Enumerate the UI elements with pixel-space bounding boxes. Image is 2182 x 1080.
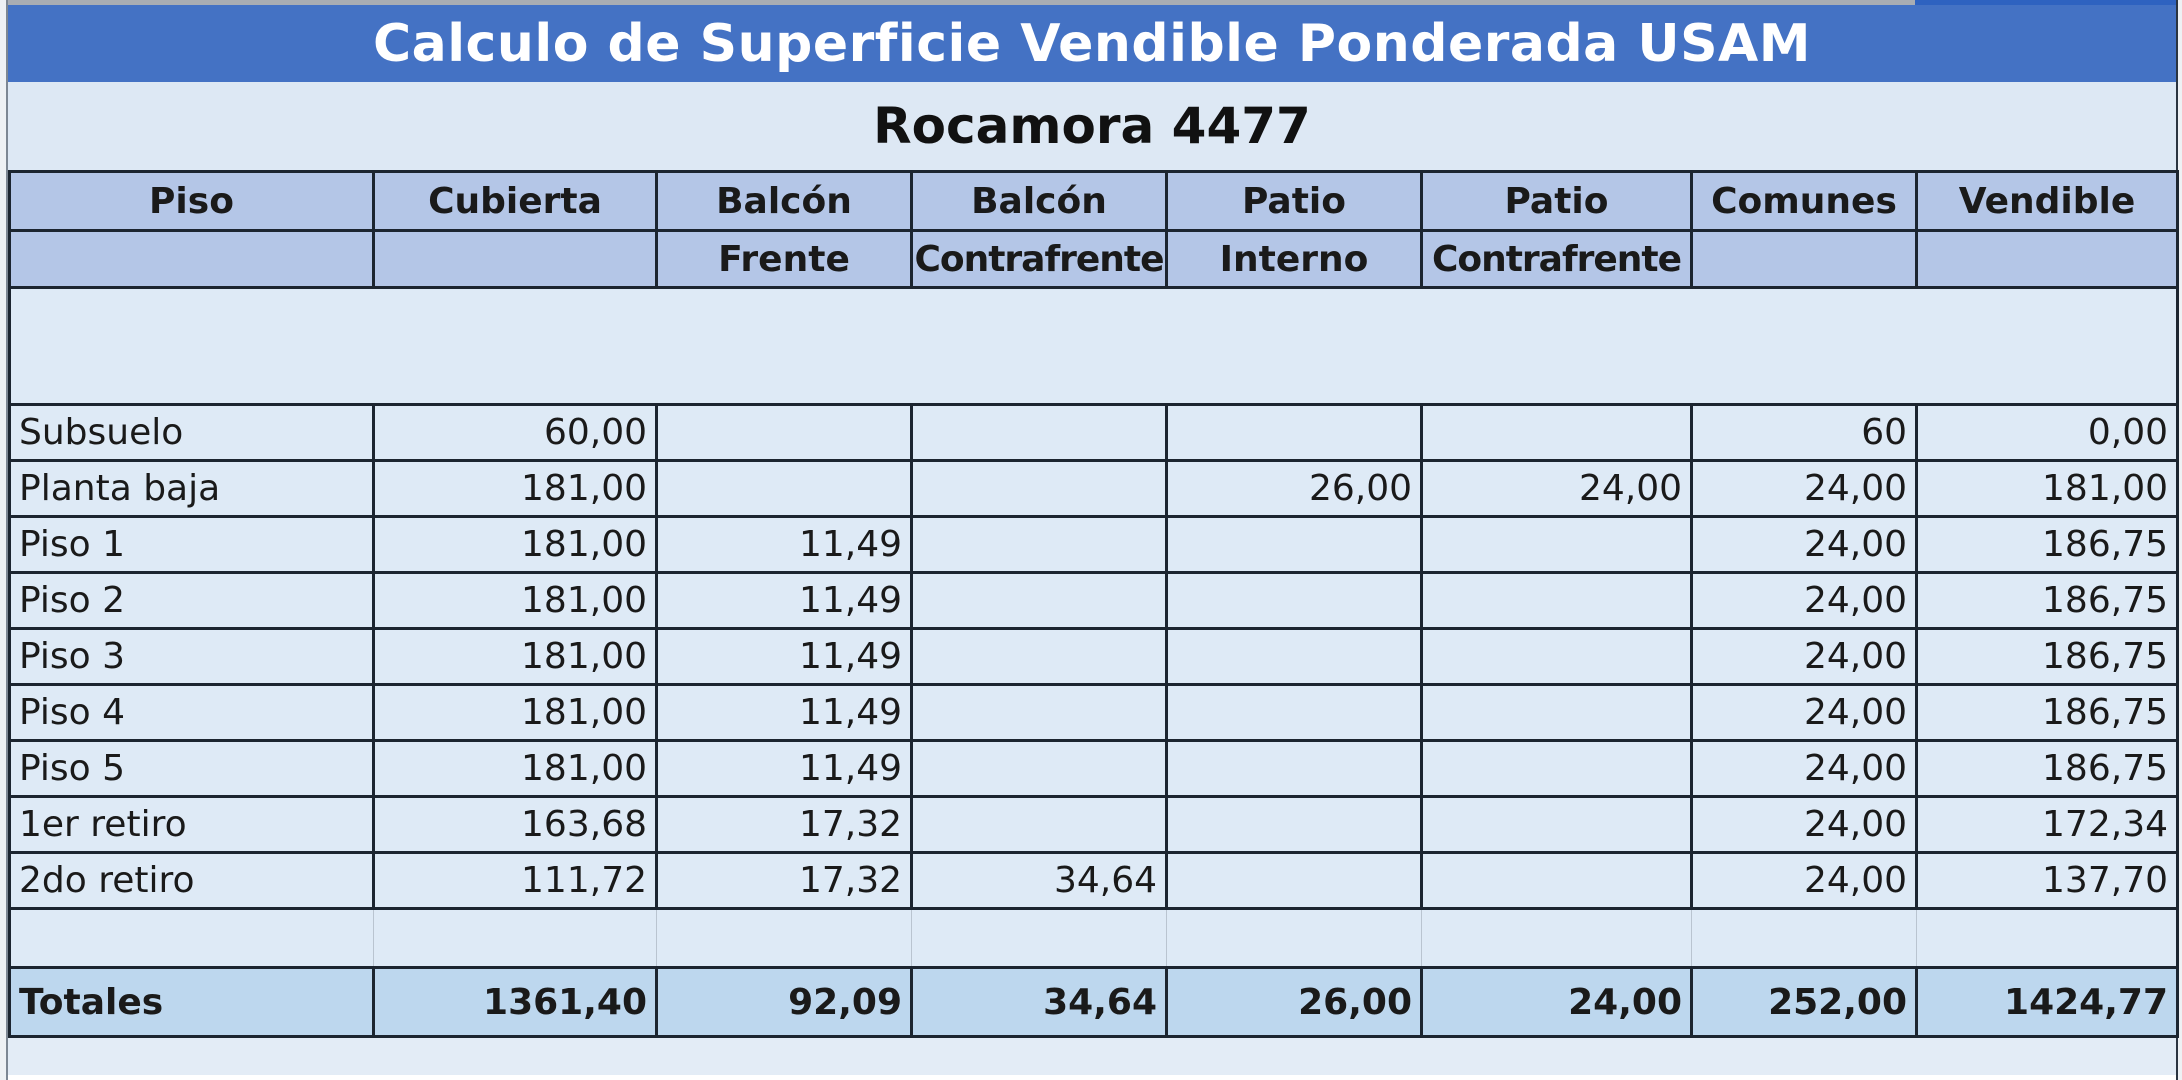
sheet-title-cell[interactable]	[8, 5, 2176, 82]
empty-cell[interactable]	[657, 909, 912, 968]
cell-patio-contrafrente[interactable]	[1422, 629, 1692, 685]
cell-comunes[interactable]: 60	[1692, 405, 1917, 461]
cell-piso[interactable]: Piso 3	[10, 629, 374, 685]
header2-cell-piso[interactable]	[10, 231, 374, 288]
cell-comunes[interactable]: 24,00	[1692, 685, 1917, 741]
cell-balcon-contrafrente[interactable]	[912, 685, 1167, 741]
cell-balcon-frente[interactable]	[657, 405, 912, 461]
table-row	[10, 629, 2178, 685]
cell-patio-contrafrente[interactable]	[1422, 517, 1692, 573]
header2-cell-patio-contrafrente[interactable]: Contrafrente	[1422, 231, 1692, 288]
totals-row	[10, 968, 2178, 1037]
cell-patio-interno[interactable]	[1167, 517, 1422, 573]
cell-balcon-frente[interactable]: 11,49	[657, 629, 912, 685]
header2-cell-comunes[interactable]	[1692, 231, 1917, 288]
header-cell-balcon-frente[interactable]: Balcón	[657, 172, 912, 231]
cell-cubierta[interactable]: 111,72	[374, 853, 657, 909]
table-row	[10, 405, 2178, 461]
table-row	[10, 517, 2178, 573]
cell-piso[interactable]: Piso 5	[10, 741, 374, 797]
total-patio-contrafrente[interactable]: 24,00	[1422, 968, 1692, 1037]
empty-cell[interactable]	[374, 909, 657, 968]
table-row	[10, 797, 2178, 853]
cell-patio-interno[interactable]	[1167, 573, 1422, 629]
cell-balcon-contrafrente[interactable]	[912, 405, 1167, 461]
totals-label[interactable]: Totales	[10, 968, 374, 1037]
total-patio-interno[interactable]: 26,00	[1167, 968, 1422, 1037]
cell-cubierta[interactable]: 181,00	[374, 573, 657, 629]
empty-cell[interactable]	[912, 909, 1167, 968]
empty-cell[interactable]	[912, 288, 1167, 405]
cell-comunes[interactable]: 24,00	[1692, 461, 1917, 517]
cell-cubierta[interactable]: 181,00	[374, 517, 657, 573]
table-row	[10, 573, 2178, 629]
cell-balcon-contrafrente[interactable]: 34,64	[912, 853, 1167, 909]
empty-cell[interactable]	[374, 288, 657, 405]
cell-vendible[interactable]: 186,75	[1917, 517, 2178, 573]
cell-patio-contrafrente[interactable]	[1422, 685, 1692, 741]
empty-cell[interactable]	[1692, 288, 1917, 405]
header-cell-balcon-contrafrente[interactable]: Balcón	[912, 172, 1167, 231]
total-balcon-frente[interactable]: 92,09	[657, 968, 912, 1037]
cell-balcon-contrafrente[interactable]	[912, 741, 1167, 797]
cell-balcon-frente[interactable]: 11,49	[657, 741, 912, 797]
cell-piso[interactable]: 2do retiro	[10, 853, 374, 909]
cell-patio-contrafrente[interactable]: 24,00	[1422, 461, 1692, 517]
cell-piso[interactable]: Piso 2	[10, 573, 374, 629]
empty-row	[10, 909, 2178, 968]
header2-cell-patio-interno[interactable]: Interno	[1167, 231, 1422, 288]
cell-comunes[interactable]: 24,00	[1692, 741, 1917, 797]
table-row	[10, 685, 2178, 741]
empty-cell[interactable]	[10, 909, 374, 968]
total-vendible[interactable]: 1424,77	[1917, 968, 2178, 1037]
empty-row	[10, 288, 2178, 405]
header2-cell-balcon-frente[interactable]: Frente	[657, 231, 912, 288]
cell-balcon-contrafrente[interactable]	[912, 797, 1167, 853]
cell-patio-interno[interactable]	[1167, 797, 1422, 853]
cell-comunes[interactable]: 24,00	[1692, 629, 1917, 685]
table-row	[10, 853, 2178, 909]
header2-cell-vendible[interactable]	[1917, 231, 2178, 288]
cell-balcon-contrafrente[interactable]	[912, 517, 1167, 573]
cell-balcon-frente[interactable]: 17,32	[657, 797, 912, 853]
cell-balcon-contrafrente[interactable]	[912, 629, 1167, 685]
header-cell-comunes[interactable]: Comunes	[1692, 172, 1917, 231]
cell-balcon-frente[interactable]: 11,49	[657, 685, 912, 741]
cell-patio-contrafrente[interactable]	[1422, 853, 1692, 909]
cell-piso[interactable]: Piso 4	[10, 685, 374, 741]
header2-cell-cubierta[interactable]	[374, 231, 657, 288]
cell-patio-interno[interactable]	[1167, 741, 1422, 797]
cell-piso[interactable]: Planta baja	[10, 461, 374, 517]
cell-balcon-frente[interactable]: 17,32	[657, 853, 912, 909]
table-row	[10, 741, 2178, 797]
total-balcon-contrafrente[interactable]: 34,64	[912, 968, 1167, 1037]
empty-cell[interactable]	[1917, 288, 2178, 405]
cell-comunes[interactable]: 24,00	[1692, 853, 1917, 909]
empty-cell[interactable]	[1422, 909, 1692, 968]
header-row-1	[10, 172, 2178, 231]
cell-patio-interno[interactable]	[1167, 629, 1422, 685]
cell-patio-interno[interactable]: 26,00	[1167, 461, 1422, 517]
cell-vendible[interactable]: 186,75	[1917, 573, 2178, 629]
sheet-subtitle: Rocamora 4477	[873, 97, 1311, 155]
sheet-subtitle-cell[interactable]	[8, 82, 2176, 170]
cell-cubierta[interactable]: 181,00	[374, 685, 657, 741]
cell-comunes[interactable]: 24,00	[1692, 517, 1917, 573]
cell-balcon-frente[interactable]: 11,49	[657, 517, 912, 573]
left-edge	[0, 0, 8, 1080]
cell-patio-interno[interactable]	[1167, 853, 1422, 909]
header-cell-patio-contrafrente[interactable]: Patio	[1422, 172, 1692, 231]
total-comunes[interactable]: 252,00	[1692, 968, 1917, 1037]
empty-cell[interactable]	[1422, 288, 1692, 405]
cell-piso[interactable]: Subsuelo	[10, 405, 374, 461]
cell-vendible[interactable]: 186,75	[1917, 685, 2178, 741]
cell-vendible[interactable]: 181,00	[1917, 461, 2178, 517]
cell-balcon-frente[interactable]	[657, 461, 912, 517]
empty-cell[interactable]	[10, 288, 374, 405]
cell-balcon-frente[interactable]: 11,49	[657, 573, 912, 629]
cell-cubierta[interactable]: 60,00	[374, 405, 657, 461]
below-table-area	[8, 1075, 2176, 1080]
header2-cell-balcon-contrafrente[interactable]: Contrafrente	[912, 231, 1167, 288]
cell-vendible[interactable]: 137,70	[1917, 853, 2178, 909]
cell-cubierta[interactable]: 163,68	[374, 797, 657, 853]
empty-cell[interactable]	[1692, 909, 1917, 968]
header-cell-patio-interno[interactable]: Patio	[1167, 172, 1422, 231]
empty-cell[interactable]	[1917, 909, 2178, 968]
cell-vendible[interactable]: 172,34	[1917, 797, 2178, 853]
cell-patio-interno[interactable]	[1167, 405, 1422, 461]
header-cell-vendible[interactable]: Vendible	[1917, 172, 2178, 231]
cell-comunes[interactable]: 24,00	[1692, 797, 1917, 853]
cell-comunes[interactable]: 24,00	[1692, 573, 1917, 629]
cell-cubierta[interactable]: 181,00	[374, 629, 657, 685]
empty-cell[interactable]	[1167, 909, 1422, 968]
surface-table	[8, 170, 2179, 1038]
empty-cell[interactable]	[1167, 288, 1422, 405]
cell-cubierta[interactable]: 181,00	[374, 461, 657, 517]
header-row-2	[10, 231, 2178, 288]
cell-vendible[interactable]: 0,00	[1917, 405, 2178, 461]
empty-cell[interactable]	[657, 288, 912, 405]
cell-patio-contrafrente[interactable]	[1422, 405, 1692, 461]
cell-balcon-contrafrente[interactable]	[912, 573, 1167, 629]
cell-patio-contrafrente[interactable]	[1422, 741, 1692, 797]
cell-patio-contrafrente[interactable]	[1422, 573, 1692, 629]
total-cubierta[interactable]: 1361,40	[374, 968, 657, 1037]
table-row	[10, 461, 2178, 517]
header-cell-piso[interactable]: Piso	[10, 172, 374, 231]
cell-patio-interno[interactable]	[1167, 685, 1422, 741]
cell-vendible[interactable]: 186,75	[1917, 629, 2178, 685]
sheet-title: Calculo de Superficie Vendible Ponderada USAM	[372, 13, 1812, 74]
cell-piso[interactable]: Piso 1	[10, 517, 374, 573]
cell-piso[interactable]: 1er retiro	[10, 797, 374, 853]
header-cell-cubierta[interactable]: Cubierta	[374, 172, 657, 231]
cell-balcon-contrafrente[interactable]	[912, 461, 1167, 517]
cell-vendible[interactable]: 186,75	[1917, 741, 2178, 797]
cell-patio-contrafrente[interactable]	[1422, 797, 1692, 853]
cell-cubierta[interactable]: 181,00	[374, 741, 657, 797]
